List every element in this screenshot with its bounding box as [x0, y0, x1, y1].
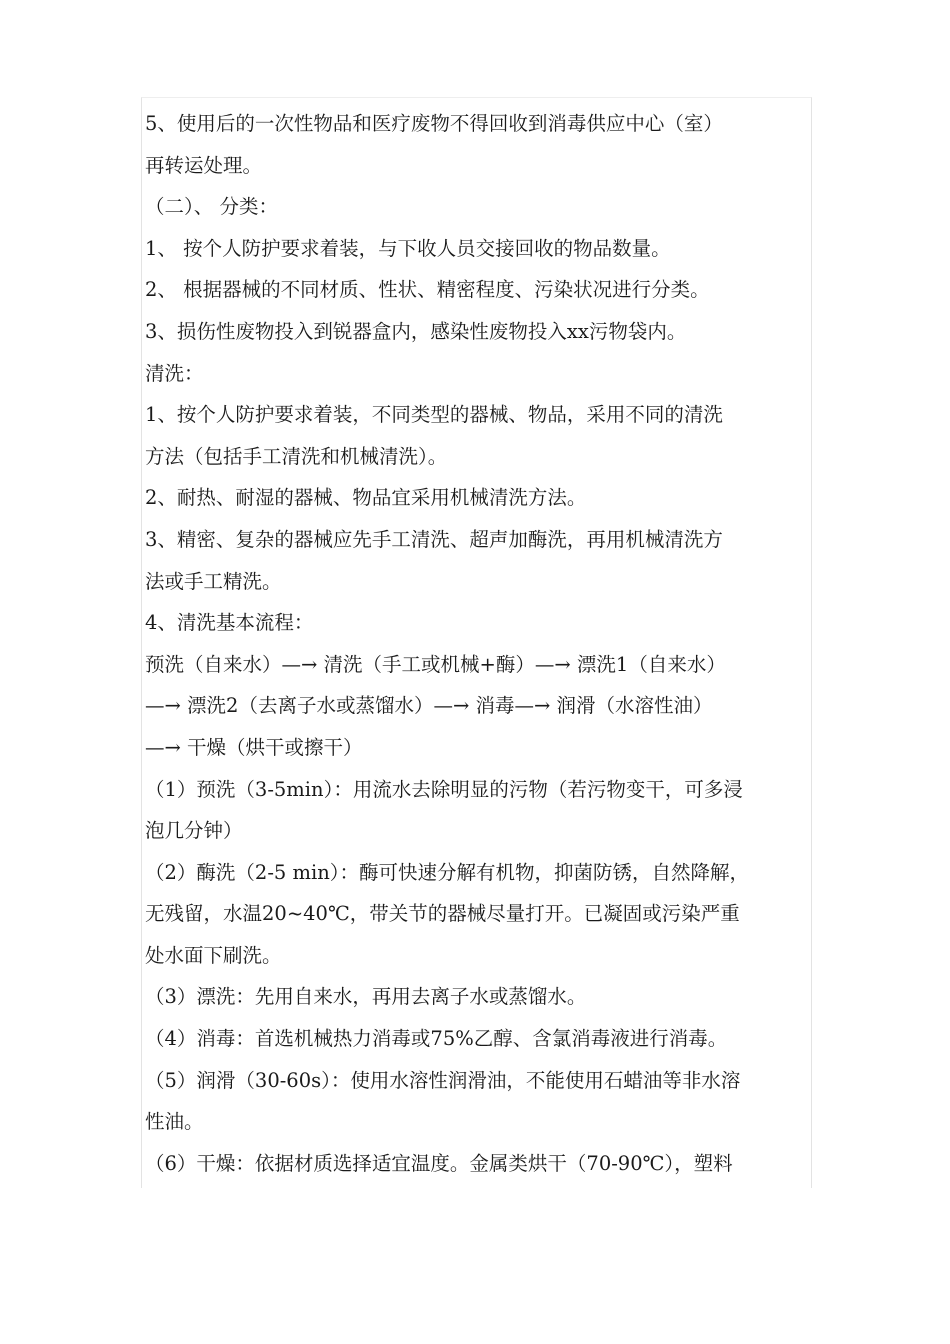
text-line: 4、清洗基本流程： — [145, 611, 314, 635]
text-line: 5、使用后的一次性物品和医疗废物不得回收到消毒供应中心（室） — [145, 112, 723, 135]
text-line: 3、精密、复杂的器械应先手工清洗、超声加酶洗，再用机械清洗方 — [145, 527, 723, 551]
text-line: （4）消毒：首选机械热力消毒或75%乙醇、含氯消毒液进行消毒。 — [145, 1027, 728, 1051]
text-line: 泡几分钟） — [145, 819, 243, 843]
text-line: 2、耐热、耐湿的器械、物品宜采用机械清洗方法。 — [145, 486, 587, 510]
text-line: 性油。 — [145, 1110, 204, 1134]
text-line: （6）干燥：依据材质选择适宜温度。金属类烘干（70-90℃），塑料 — [145, 1151, 733, 1175]
text-line: 2、 根据器械的不同材质、性状、精密程度、污染状况进行分类。 — [145, 278, 710, 302]
flow-line: —→ 漂洗2（去离子水或蒸馏水）—→ 消毒—→ 润滑（水溶性油） — [145, 694, 713, 718]
text-line: 无残留，水温20~40℃，带关节的器械尽量打开。已凝固或污染严重 — [145, 902, 740, 926]
text-line: 1、 按个人防护要求着装，与下收人员交接回收的物品数量。 — [145, 236, 671, 260]
text-line: （5）润滑（30-60s）：使用水溶性润滑油，不能使用石蜡油等非水溶 — [145, 1068, 741, 1092]
text-line: 1、按个人防护要求着装，不同类型的器械、物品，采用不同的清洗 — [145, 403, 723, 427]
text-line: 处水面下刷洗。 — [145, 943, 282, 967]
text-line: 法或手工精洗。 — [145, 569, 282, 593]
flow-line: —→ 干燥（烘干或擦干） — [145, 735, 363, 759]
text-line: （2）酶洗（2-5 min）：酶可快速分解有机物，抑菌防锈，自然降解， — [145, 860, 750, 884]
flow-line: 预洗（自来水）—→ 清洗（手工或机械+酶）—→ 漂洗1（自来水） — [145, 652, 726, 676]
text-line: （3）漂洗：先用自来水，再用去离子水或蒸馏水。 — [145, 985, 587, 1009]
text-line: 方法（包括手工清洗和机械清洗）。 — [145, 444, 448, 468]
text-line: （1）预洗（3-5min）：用流水去除明显的污物（若污物变干，可多浸 — [145, 777, 743, 801]
section-heading: （二）、 分类： — [145, 195, 278, 219]
text-line: 再转运处理。 — [145, 153, 263, 177]
document-body — [145, 103, 815, 1184]
text-line: 3、损伤性废物投入到锐器盒内，感染性废物投入xx污物袋内。 — [145, 319, 687, 343]
section-heading: 清洗： — [145, 361, 204, 385]
